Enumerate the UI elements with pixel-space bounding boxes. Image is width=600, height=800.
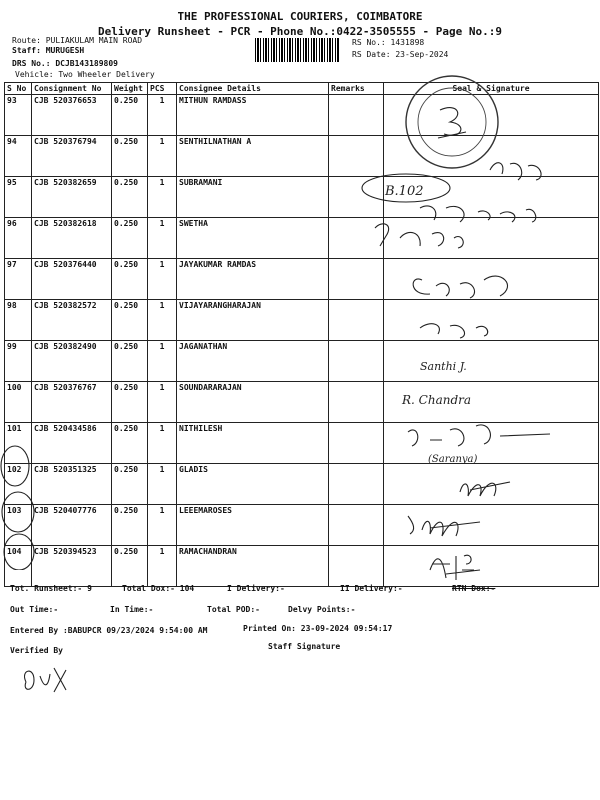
- staff-signature: Staff Signature: [268, 642, 341, 651]
- drs-number: DRS No.: DCJB143189809: [12, 59, 118, 68]
- row-consignee: NITHILESH: [177, 423, 329, 464]
- signature-row103: [408, 516, 480, 536]
- row-circle-marks: [0, 440, 45, 570]
- row-sno: 101: [5, 423, 32, 464]
- signature-text-row101: (Saranya): [428, 454, 478, 465]
- row-weight: 0.250: [112, 546, 148, 587]
- row-consignee: JAYAKUMAR RAMDAS: [177, 259, 329, 300]
- row-pcs: 1: [148, 218, 177, 259]
- row-consignee: SOUNDARARAJAN: [177, 382, 329, 423]
- table-row: [5, 95, 599, 136]
- signature-text-row100: R. Chandra: [402, 393, 472, 407]
- row-sno: 93: [5, 95, 32, 136]
- signature-row97: [413, 276, 507, 338]
- signature-row102: [460, 482, 510, 496]
- row-consignment-no: CJB 520382490: [32, 341, 112, 382]
- row-consignment-no: CJB 520407776: [32, 505, 112, 546]
- row-weight: 0.250: [112, 505, 148, 546]
- row-pcs: 1: [148, 259, 177, 300]
- row-consignee: MITHUN RAMDASS: [177, 95, 329, 136]
- col-pcs: PCS: [148, 83, 177, 95]
- row-consignee: GLADIS: [177, 464, 329, 505]
- col-remarks: Remarks: [329, 83, 384, 95]
- row-sno: 95: [5, 177, 32, 218]
- row-consignment-no: CJB 520351325: [32, 464, 112, 505]
- row-consignee: RAMACHANDRAN: [177, 546, 329, 587]
- row-remarks: [329, 95, 384, 136]
- entered-by: Entered By :BABUPCR 09/23/2024 9:54:00 AM: [10, 626, 208, 635]
- total-dox: Total Dox:- 104: [122, 584, 195, 593]
- row-weight: 0.250: [112, 218, 148, 259]
- row-pcs: 1: [148, 136, 177, 177]
- rs-date: RS Date: 23-Sep-2024: [352, 50, 449, 59]
- in-time: In Time:-: [110, 605, 154, 614]
- row-weight: 0.250: [112, 423, 148, 464]
- row-weight: 0.250: [112, 259, 148, 300]
- company-title: THE PROFESSIONAL COURIERS, COIMBATORE: [177, 10, 423, 23]
- col-consignment: Consignment No: [32, 83, 112, 95]
- i-delivery: I Delivery:-: [227, 584, 285, 593]
- row-weight: 0.250: [112, 95, 148, 136]
- row-consignee: JAGANATHAN: [177, 341, 329, 382]
- row-weight: 0.250: [112, 382, 148, 423]
- row-pcs: 1: [148, 505, 177, 546]
- row-consignment-no: CJB 520376440: [32, 259, 112, 300]
- row-weight: 0.250: [112, 136, 148, 177]
- row-weight: 0.250: [112, 177, 148, 218]
- row-consignee: SENTHILNATHAN A: [177, 136, 329, 177]
- signature-text-row99: Santhi J.: [420, 360, 467, 373]
- runsheet-title: Delivery Runsheet - PCR - Phone No.:0422-3505555 - Page No.:9: [98, 25, 502, 38]
- tot-runsheet: Tot. Runsheet:- 9: [10, 584, 92, 593]
- row-sno: 100: [5, 382, 32, 423]
- out-time: Out Time:-: [10, 605, 59, 614]
- row-weight: 0.250: [112, 464, 148, 505]
- verifier-signature: [18, 662, 78, 702]
- row-sno: 96: [5, 218, 32, 259]
- barcode-image: [255, 38, 340, 62]
- row-pcs: 1: [148, 464, 177, 505]
- row-consignee: SWETHA: [177, 218, 329, 259]
- row-consignment-no: CJB 520376767: [32, 382, 112, 423]
- col-sno: S No: [5, 83, 32, 95]
- signature-text-row95: B.102: [385, 184, 424, 199]
- row-pcs: 1: [148, 177, 177, 218]
- row-pcs: 1: [148, 300, 177, 341]
- row-sno: 104: [5, 546, 32, 587]
- row-pcs: 1: [148, 341, 177, 382]
- rtn-dox: RTN Dox:-: [452, 584, 496, 593]
- row-consignment-no: CJB 520394523: [32, 546, 112, 587]
- table-header-row: [5, 83, 599, 95]
- signature-row101: [408, 425, 550, 446]
- printed-on: Printed On: 23-09-2024 09:54:17: [243, 624, 393, 633]
- route-label: Route: PULIAKULAM MAIN ROAD: [12, 36, 143, 45]
- row-consignment-no: CJB 520376653: [32, 95, 112, 136]
- row-pcs: 1: [148, 382, 177, 423]
- row-consignee: SUBRAMANI: [177, 177, 329, 218]
- row-pcs: 1: [148, 95, 177, 136]
- row-weight: 0.250: [112, 300, 148, 341]
- row-sno: 102: [5, 464, 32, 505]
- row-sno: 98: [5, 300, 32, 341]
- row-sno: 97: [5, 259, 32, 300]
- row-sno: 94: [5, 136, 32, 177]
- row-consignment-no: CJB 520376794: [32, 136, 112, 177]
- row-pcs: 1: [148, 546, 177, 587]
- row-consignment-no: CJB 520434586: [32, 423, 112, 464]
- signature-area: [350, 150, 600, 600]
- vehicle-label: Vehicle: Two Wheeler Delivery: [15, 70, 155, 79]
- row-consignment-no: CJB 520382659: [32, 177, 112, 218]
- delvy-points: Delvy Points:-: [288, 605, 356, 614]
- rs-number: RS No.: 1431898: [352, 38, 425, 47]
- row-weight: 0.250: [112, 341, 148, 382]
- row-pcs: 1: [148, 423, 177, 464]
- col-consignee: Consignee Details: [177, 83, 329, 95]
- verified-by: Verified By: [10, 646, 63, 655]
- row-consignee: LEEEMAROSES: [177, 505, 329, 546]
- staff-label: Staff: MURUGESH: [12, 46, 85, 55]
- row-sno: 103: [5, 505, 32, 546]
- total-pod: Total POD:-: [207, 605, 260, 614]
- row-consignee: VIJAYARANGHARAJAN: [177, 300, 329, 341]
- signature-row104: [430, 555, 480, 580]
- col-signature: Seal & Signature: [384, 83, 599, 95]
- row-sno: 99: [5, 341, 32, 382]
- signature-row96: [375, 206, 536, 248]
- row-consignment-no: CJB 520382618: [32, 218, 112, 259]
- ii-delivery: II Delivery:-: [340, 584, 403, 593]
- row-consignment-no: CJB 520382572: [32, 300, 112, 341]
- col-weight: Weight: [112, 83, 148, 95]
